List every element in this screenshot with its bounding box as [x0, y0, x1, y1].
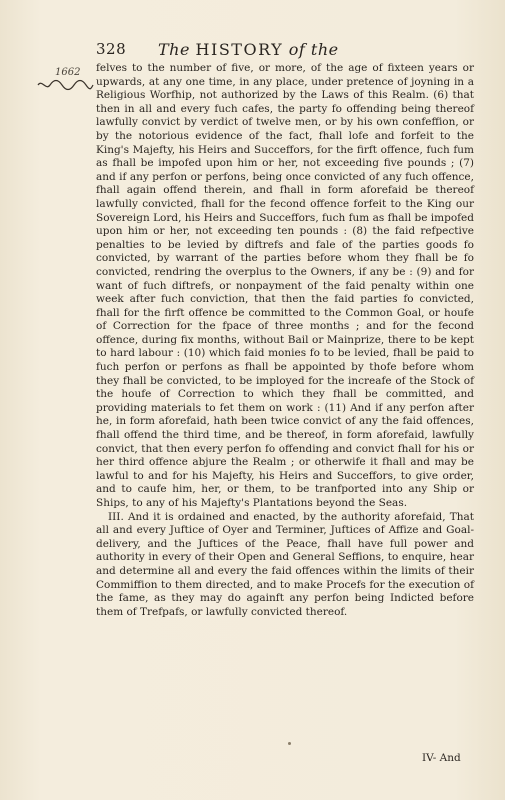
paragraph-continued: felves to the number of five, or more, of the age of fixteen years or upwards, at any one time, in any place, under pretence of joyning in a Religious Worfhip, not authorized by the Laws of this Realm. (6) that then in all and every fuch cafes, the party fo offending being thereof lawfully convict by verdict of twelve men, or by his own confeffion, or by the notorious evidence of the fact, fhall lofe and forfeit to the King's Majefty, his Heirs and Succeffors, for the firft offence, fuch fum as fhall be impofed upon him or her, not exceeding five pounds ; (7) and if any perfon or perfons, being once convicted of any fuch offence, fhall again offend therein, and fhall in form aforefaid be thereof lawfully convicted, fhall for the fecond offence forfeit to the King our Sovereign Lord, his Heirs and Succeffors, fuch fum as fhall be impofed upon him or her, not exceeding ten pounds : (8) the faid refpective penalties to be levied by diftrefs and fale of the parties goods fo convicted, by warrant of the parties before whom they fhall be fo convicted, rendring the overplus to the Owners, if any be : (9) and for want of fuch diftrefs, or nonpayment of the faid penalty within one week after fuch conviction, that then the faid parties fo convicted, fhall for the firft offence be committed to the Common Goal, or houfe of Correction for the fpace of three months ; and for the fecond offence, during fix months, without Bail or Mainprize, there to be kept to hard labour : (10) which faid monies fo to be levied, fhall be paid to fuch perfon or perfons as fhall be appointed by thofe before whom they fhall be convicted, to be imployed for the increafe of the Stock of the houfe of Correction to which they fhall be committed, and providing materials to fet them on work : (11) And if any perfon after he, in form aforefaid, hath been twice convict of any the faid offences, fhall offend the third time, and be thereof, in form aforefaid, lawfully convict, that then every perfon fo offending and convict fhall for his or her third offence abjure the Realm ; or otherwife it fhall and may be lawful to and for his Majefty, his Heirs and Succeffors, to give order, and to caufe him, her, or them, to be tranfported into any Ship or Ships, to any of his Majefty's Plantations beyond the Seas.	[96, 62, 474, 509]
running-title-of-the: of the	[288, 40, 339, 59]
running-title-the: The	[158, 40, 190, 59]
ink-speck	[288, 742, 291, 745]
catchword: IV- And	[422, 752, 461, 764]
page-header	[96, 40, 476, 62]
running-title	[158, 40, 339, 59]
margin-year-note: 1662	[55, 67, 81, 78]
page-number: 328	[96, 40, 127, 58]
body-text	[96, 62, 474, 619]
margin-flourish-icon	[36, 78, 94, 92]
paragraph-section-iii: III. And it is ordained and enacted, by the authority aforefaid, That all and every Juftice of Oyer and Terminer, Juftices of Affize and Goal-delivery, and the Juftices of the Peace, fhall have full power and authority in every of their Open and General Seffions, to enquire, hear and determine all and every the faid offences within the limits of their Commiffion to them directed, and to make Procefs for the execution of the fame, as they may do againft any perfon being Indicted before them of Trefpafs, or lawfully convicted thereof.	[96, 510, 474, 618]
running-title-history: HISTORY	[195, 40, 284, 59]
